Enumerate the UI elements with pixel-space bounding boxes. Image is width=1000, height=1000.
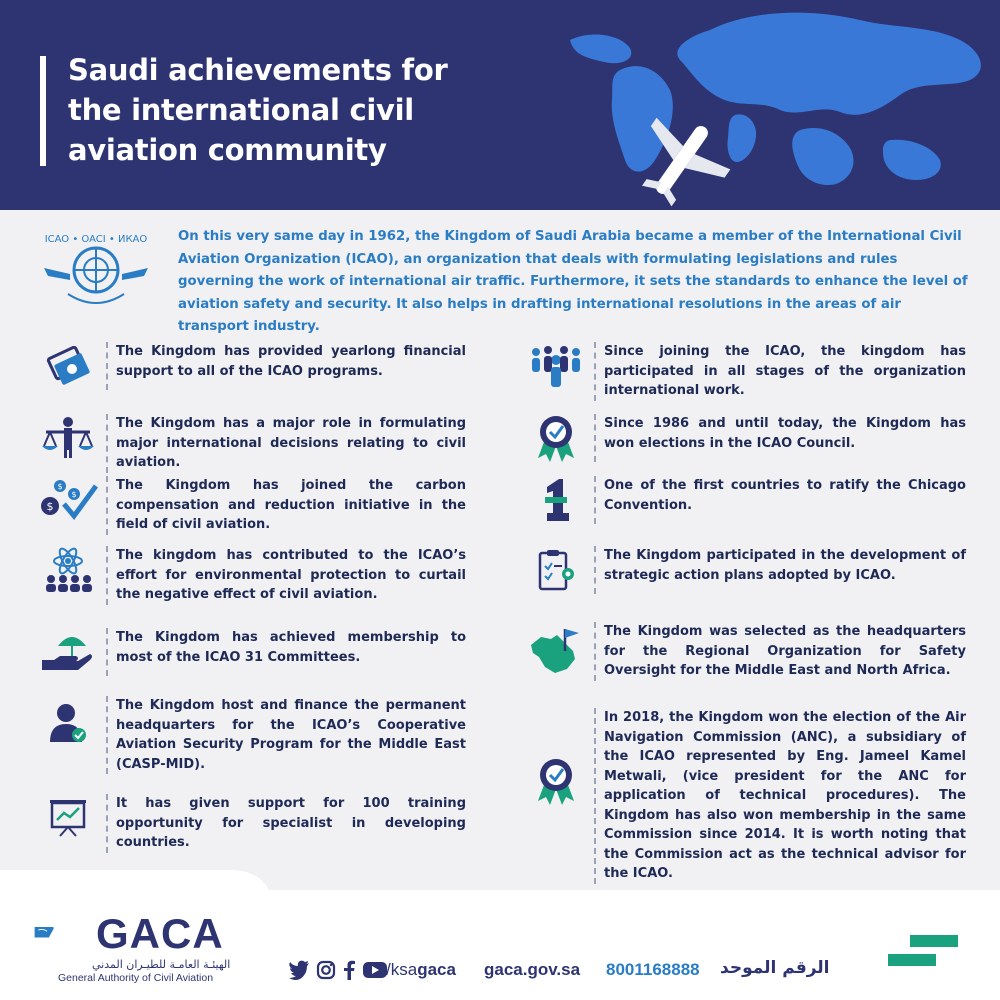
item-text: The Kingdom was selected as the headquarters for the Regional Organization for Safety Oversight for the Middle East and North Africa.: [604, 624, 966, 678]
list-item: [36, 546, 476, 605]
presentation-icon: [36, 794, 100, 842]
item-text: The Kingdom has achieved membership to most of the ICAO 31 Committees.: [116, 630, 466, 665]
gaca-logo-icon: [34, 914, 96, 958]
decorative-dash: [910, 935, 958, 947]
svg-text:$: $: [46, 500, 54, 513]
list-item: [524, 342, 974, 401]
money-icon: [36, 342, 100, 390]
item-text: It has given support for 100 training opportunity for specialist in developing countries.: [116, 796, 466, 850]
social-handle[interactable]: /ksagaca: [386, 960, 456, 979]
twitter-icon[interactable]: [288, 960, 310, 980]
item-text: The Kingdom has provided yearlong financial support to all of the ICAO programs.: [116, 344, 466, 379]
saudi-map-flag-icon: [524, 622, 588, 678]
youtube-icon[interactable]: [362, 960, 388, 980]
dollar-check-icon: [36, 476, 100, 524]
gaca-name-english: General Authority of Civil Aviation: [58, 972, 214, 984]
svg-text:ICAO • OACI • ИКАО: ICAO • OACI • ИКАО: [44, 234, 148, 245]
svg-text:$: $: [57, 482, 63, 491]
item-text: One of the first countries to ratify the Chicago Convention.: [604, 478, 966, 513]
icao-logo-icon: [40, 222, 152, 314]
list-item: [36, 414, 476, 473]
list-item: [36, 696, 476, 774]
user-check-icon: [36, 696, 100, 750]
header-banner: [0, 0, 1000, 210]
item-text: The Kingdom host and finance the permanent headquarters for the ICAO’s Cooperative Aviation Security Program for the Middle East (CASP-MID).: [116, 698, 466, 772]
award-badge-icon: [524, 708, 588, 854]
page-title: Saudi achievements for the international civil aviation community: [68, 53, 448, 167]
item-text: The kingdom has contributed to the ICAO’s effort for environmental protection to curtail the negative effect of civil aviation.: [116, 548, 466, 602]
item-text: Since 1986 and until today, the Kingdom has won elections in the ICAO Council.: [604, 416, 966, 451]
gaca-brand: GACA: [96, 910, 224, 957]
item-text: Since joining the ICAO, the kingdom has participated in all stages of the organization international work.: [604, 344, 966, 398]
umbrella-hand-icon: [36, 628, 100, 676]
clipboard-gear-icon: [524, 546, 588, 594]
facebook-icon[interactable]: [342, 960, 356, 980]
intro-section: [30, 222, 980, 334]
phone-number[interactable]: 8001168888: [606, 960, 700, 979]
instagram-icon[interactable]: [316, 960, 336, 980]
list-item: [524, 622, 974, 681]
item-text: The Kingdom has joined the carbon compensation and reduction initiative in the field of civil aviation.: [116, 478, 466, 532]
title-accent-bar: [40, 56, 46, 166]
number-one-icon: [524, 476, 588, 524]
item-text: The Kingdom participated in the development of strategic action plans adopted by ICAO.: [604, 548, 966, 583]
social-icons: [288, 960, 388, 980]
world-map-icon: [560, 0, 1000, 210]
intro-paragraph: On this very same day in 1962, the Kingdom of Saudi Arabia became a member of the International Civil Aviation Organization (ICAO), an organization that deals with formulating legislations and rules governing the work of international air traffic. Furthermore, it sets the standards to enhance the level of aviation safety and security. It also helps in drafting international resolutions in the areas of air transport industry.: [178, 229, 968, 334]
scale-icon: [36, 414, 100, 462]
list-item: [36, 476, 476, 535]
svg-text:$: $: [71, 490, 77, 499]
list-item: [524, 476, 974, 524]
atom-people-icon: [36, 546, 100, 594]
award-badge-icon: [524, 414, 588, 462]
list-item: [524, 546, 974, 594]
list-item: [36, 628, 476, 676]
unified-number-label: الرقم الموحد: [720, 958, 830, 978]
item-text: In 2018, the Kingdom won the election of the Air Navigation Commission (ANC), a subsidiary of the ICAO represented by Eng. Jameel Kamel Metwali, (vice president for the ANC for application of technical procedures). The Kingdom has also won membership in the same Commission since 2014. It is worth noting that the Commission act as the technical advisor for the ICAO.: [604, 710, 966, 881]
gaca-name-arabic: الهيئـة العامـة للطيـران المدني: [92, 958, 231, 971]
list-item: [524, 708, 974, 884]
team-icon: [524, 342, 588, 390]
list-item: [36, 794, 476, 853]
list-item: [36, 342, 476, 390]
item-text: The Kingdom has a major role in formulating major international decisions relating to civil aviation.: [116, 416, 466, 470]
decorative-dash: [888, 954, 936, 966]
website-link[interactable]: gaca.gov.sa: [484, 960, 581, 979]
list-item: [524, 414, 974, 462]
